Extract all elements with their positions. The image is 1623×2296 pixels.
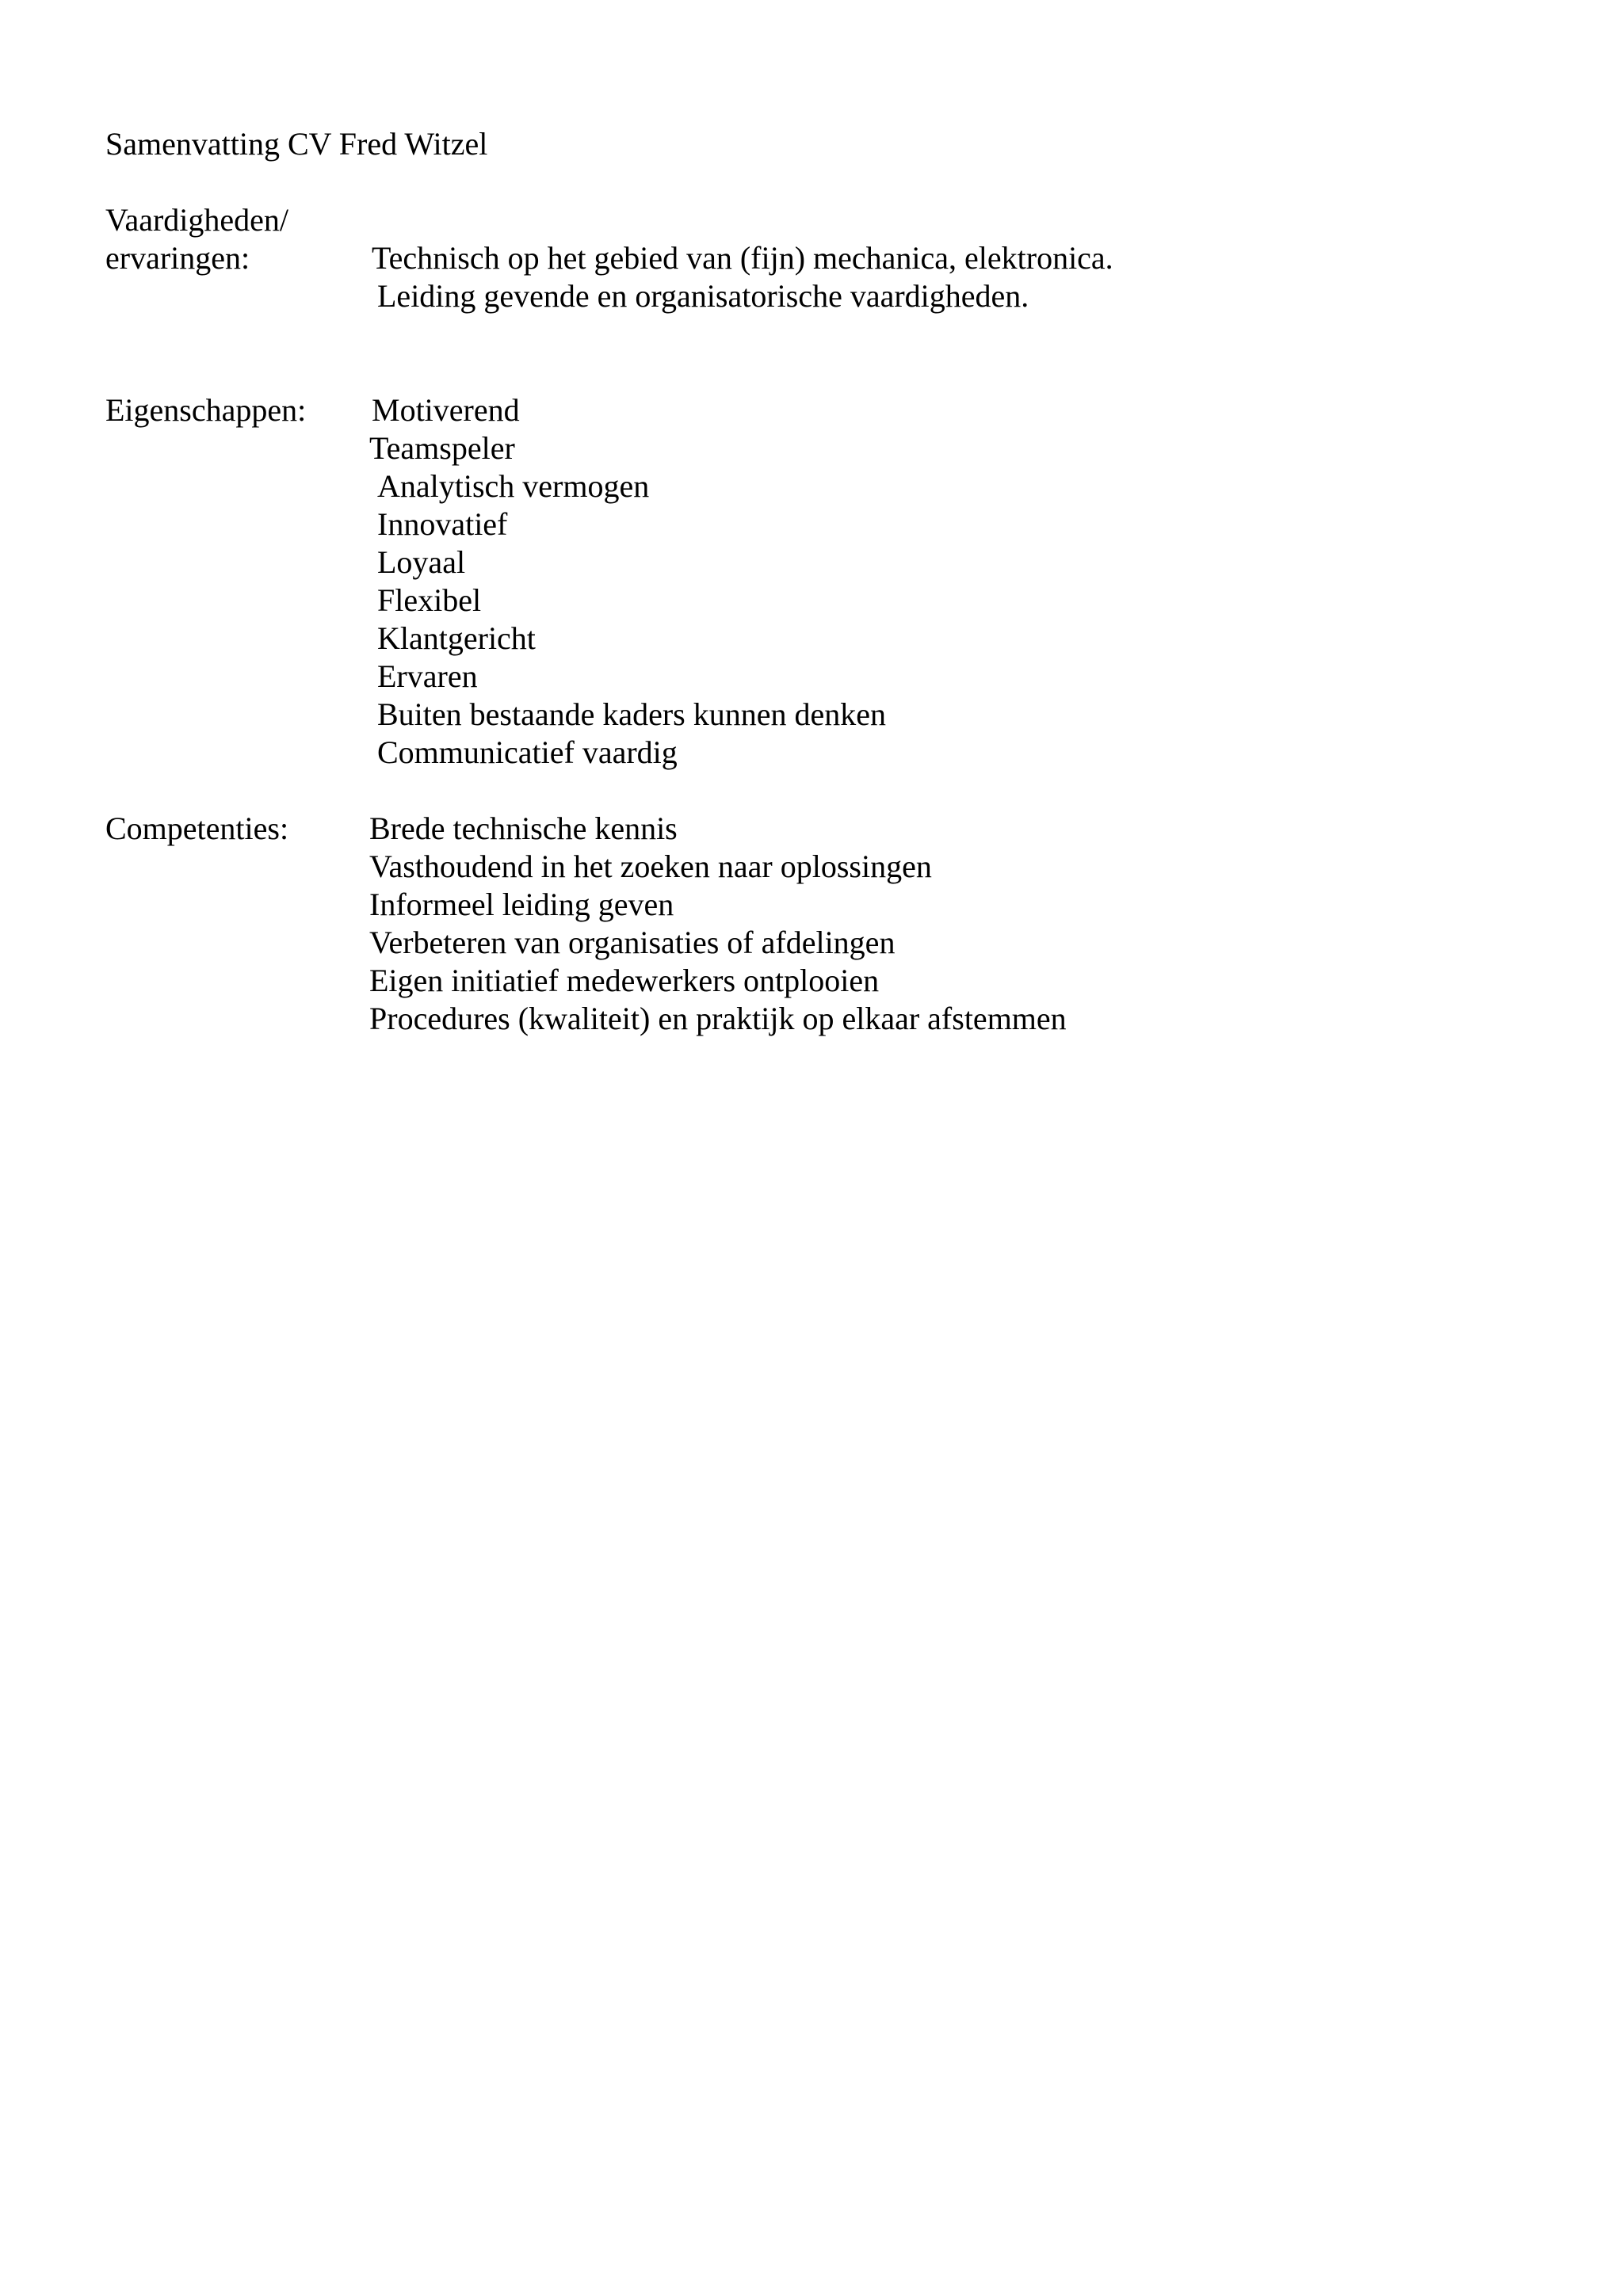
- trait-item: Loyaal: [377, 544, 466, 580]
- trait-item: Klantgericht: [377, 620, 536, 656]
- section-label-eigenschappen: Eigenschappen:: [105, 392, 307, 428]
- trait-item: Flexibel: [377, 582, 482, 618]
- trait-item: Communicatief vaardig: [377, 734, 678, 770]
- competence-item: Verbeteren van organisaties of afdelingen: [369, 925, 896, 960]
- competence-item: Eigen initiatief medewerkers ontplooien: [369, 963, 880, 998]
- trait-item: Motiverend: [372, 392, 520, 428]
- skill-item: Technisch op het gebied van (fijn) mechanica, elektronica.: [372, 240, 1113, 276]
- competence-item: Procedures (kwaliteit) en praktijk op elkaar afstemmen: [369, 1001, 1067, 1036]
- trait-item: Innovatief: [377, 506, 508, 542]
- document-title: Samenvatting CV Fred Witzel: [105, 126, 488, 162]
- skill-item: Leiding gevende en organisatorische vaardigheden.: [377, 278, 1029, 314]
- competence-item: Informeel leiding geven: [369, 887, 674, 922]
- section-label-competenties: Competenties:: [105, 810, 289, 846]
- trait-item: Buiten bestaande kaders kunnen denken: [377, 696, 887, 732]
- trait-item: Ervaren: [377, 658, 478, 694]
- trait-item: Teamspeler: [369, 430, 515, 466]
- competence-item: Brede technische kennis: [369, 810, 678, 846]
- trait-item: Analytisch vermogen: [377, 468, 650, 504]
- section-label-vaardigheden: Vaardigheden/: [105, 202, 289, 238]
- section-label-ervaringen: ervaringen:: [105, 240, 250, 276]
- competence-item: Vasthoudend in het zoeken naar oplossingen: [369, 849, 932, 884]
